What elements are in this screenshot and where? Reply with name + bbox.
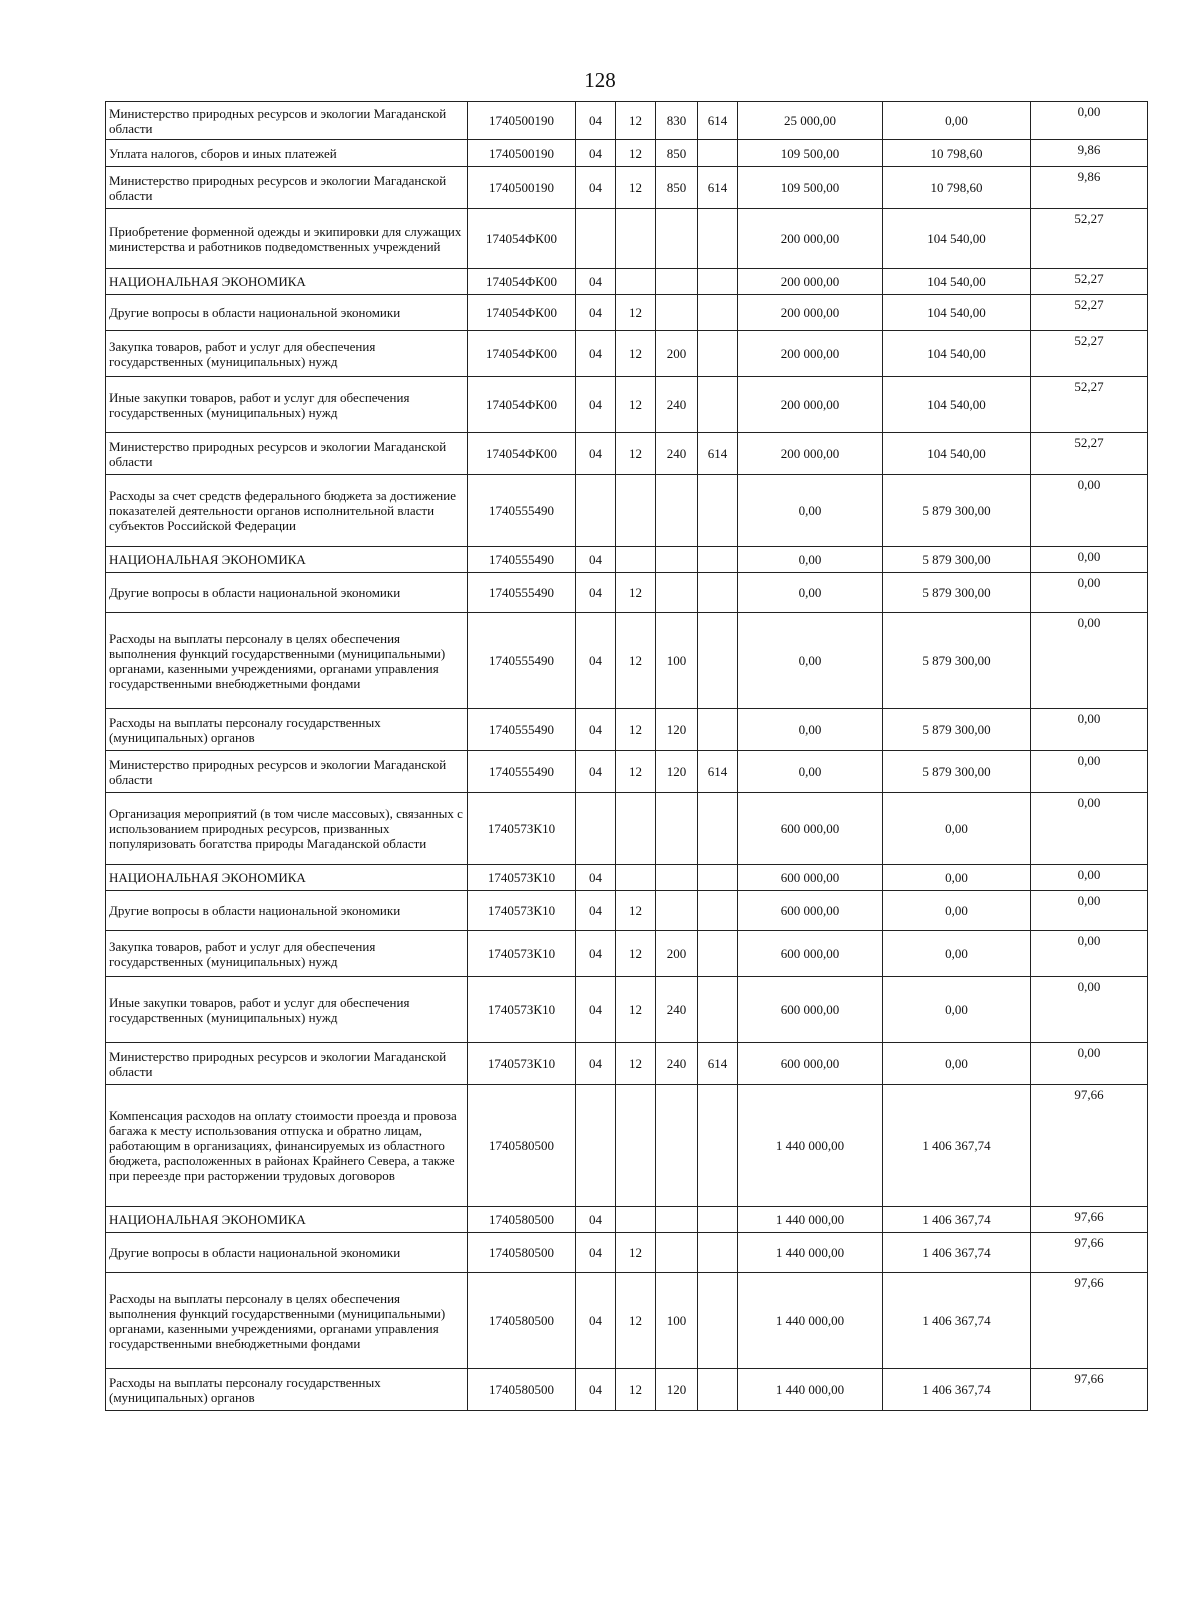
row-section-cell: 04 bbox=[576, 1233, 616, 1273]
row-code-cell: 174057ЗК10 bbox=[468, 931, 576, 977]
row-expense-type-cell bbox=[656, 793, 698, 865]
row-name-cell: НАЦИОНАЛЬНАЯ ЭКОНОМИКА bbox=[106, 269, 468, 295]
row-name-cell: Расходы на выплаты персоналу в целях обеспечения выполнения функций государственными (муниципальными) органами, казенными учреждениями, органами управления государственными внебюджетными фондами bbox=[106, 1273, 468, 1369]
row-section-cell: 04 bbox=[576, 613, 616, 709]
table-row bbox=[106, 891, 1148, 931]
row-executed-amount-cell: 5 879 300,00 bbox=[883, 547, 1031, 573]
row-expense-type-cell: 240 bbox=[656, 433, 698, 475]
row-subsection-cell bbox=[616, 1085, 656, 1207]
row-subsection-cell: 12 bbox=[616, 295, 656, 331]
row-expense-type-cell: 120 bbox=[656, 751, 698, 793]
row-subsection-cell: 12 bbox=[616, 331, 656, 377]
row-planned-amount-cell: 0,00 bbox=[738, 573, 883, 613]
row-code-cell: 174054ФК00 bbox=[468, 377, 576, 433]
row-executed-amount-cell: 0,00 bbox=[883, 977, 1031, 1043]
table-row bbox=[106, 1085, 1148, 1207]
row-planned-amount-cell: 600 000,00 bbox=[738, 865, 883, 891]
row-expense-type-cell bbox=[656, 1207, 698, 1233]
table-body bbox=[106, 102, 1148, 1411]
budget-execution-table bbox=[105, 101, 1148, 1411]
row-name-cell: Министерство природных ресурсов и экологии Магаданской области bbox=[106, 751, 468, 793]
row-section-cell: 04 bbox=[576, 295, 616, 331]
row-expense-type-cell bbox=[656, 891, 698, 931]
row-expense-type-cell: 850 bbox=[656, 140, 698, 167]
row-code-cell: 1740555490 bbox=[468, 573, 576, 613]
table-row bbox=[106, 209, 1148, 269]
row-ministry-code-cell bbox=[698, 377, 738, 433]
row-code-cell: 174057ЗК10 bbox=[468, 793, 576, 865]
row-ministry-code-cell: 614 bbox=[698, 751, 738, 793]
row-code-cell: 1740555490 bbox=[468, 547, 576, 573]
row-planned-amount-cell: 600 000,00 bbox=[738, 891, 883, 931]
row-planned-amount-cell: 109 500,00 bbox=[738, 167, 883, 209]
row-name-cell: Другие вопросы в области национальной экономики bbox=[106, 891, 468, 931]
row-ministry-code-cell bbox=[698, 331, 738, 377]
row-executed-amount-cell: 104 540,00 bbox=[883, 269, 1031, 295]
row-percent-cell: 0,00 bbox=[1031, 1043, 1148, 1085]
row-expense-type-cell: 100 bbox=[656, 1273, 698, 1369]
row-section-cell: 04 bbox=[576, 377, 616, 433]
row-name-cell: Министерство природных ресурсов и экологии Магаданской области bbox=[106, 167, 468, 209]
table-row bbox=[106, 140, 1148, 167]
row-ministry-code-cell bbox=[698, 793, 738, 865]
row-ministry-code-cell bbox=[698, 1369, 738, 1411]
row-executed-amount-cell: 104 540,00 bbox=[883, 331, 1031, 377]
table-row bbox=[106, 1207, 1148, 1233]
row-percent-cell: 0,00 bbox=[1031, 709, 1148, 751]
row-section-cell: 04 bbox=[576, 102, 616, 140]
row-subsection-cell bbox=[616, 865, 656, 891]
row-section-cell: 04 bbox=[576, 140, 616, 167]
row-ministry-code-cell bbox=[698, 1273, 738, 1369]
row-executed-amount-cell: 5 879 300,00 bbox=[883, 475, 1031, 547]
row-percent-cell: 9,86 bbox=[1031, 140, 1148, 167]
row-ministry-code-cell bbox=[698, 977, 738, 1043]
row-subsection-cell: 12 bbox=[616, 891, 656, 931]
row-code-cell: 174057ЗК10 bbox=[468, 865, 576, 891]
row-name-cell: Другие вопросы в области национальной экономики bbox=[106, 1233, 468, 1273]
row-section-cell: 04 bbox=[576, 709, 616, 751]
row-expense-type-cell: 120 bbox=[656, 1369, 698, 1411]
table-row bbox=[106, 331, 1148, 377]
table-row bbox=[106, 167, 1148, 209]
row-executed-amount-cell: 0,00 bbox=[883, 891, 1031, 931]
row-section-cell: 04 bbox=[576, 891, 616, 931]
table-row bbox=[106, 102, 1148, 140]
row-subsection-cell: 12 bbox=[616, 931, 656, 977]
row-section-cell bbox=[576, 793, 616, 865]
row-ministry-code-cell bbox=[698, 931, 738, 977]
row-percent-cell: 52,27 bbox=[1031, 331, 1148, 377]
row-expense-type-cell bbox=[656, 1085, 698, 1207]
row-executed-amount-cell: 0,00 bbox=[883, 102, 1031, 140]
row-name-cell: НАЦИОНАЛЬНАЯ ЭКОНОМИКА bbox=[106, 1207, 468, 1233]
row-name-cell: Расходы на выплаты персоналу государственных (муниципальных) органов bbox=[106, 709, 468, 751]
row-name-cell: Компенсация расходов на оплату стоимости проезда и провоза багажа к месту использования отпуска и обратно лицам, работающим в организациях, финансируемых из областного бюджета, расположенных в районах Крайнего Севера, а также при переезде при расторжении трудовых договоров bbox=[106, 1085, 468, 1207]
row-ministry-code-cell bbox=[698, 209, 738, 269]
row-planned-amount-cell: 25 000,00 bbox=[738, 102, 883, 140]
row-percent-cell: 0,00 bbox=[1031, 475, 1148, 547]
row-expense-type-cell bbox=[656, 1233, 698, 1273]
table-row bbox=[106, 1273, 1148, 1369]
table-row bbox=[106, 547, 1148, 573]
row-executed-amount-cell: 104 540,00 bbox=[883, 295, 1031, 331]
row-ministry-code-cell bbox=[698, 547, 738, 573]
row-planned-amount-cell: 1 440 000,00 bbox=[738, 1273, 883, 1369]
row-subsection-cell bbox=[616, 209, 656, 269]
row-planned-amount-cell: 600 000,00 bbox=[738, 931, 883, 977]
row-planned-amount-cell: 109 500,00 bbox=[738, 140, 883, 167]
row-planned-amount-cell: 0,00 bbox=[738, 613, 883, 709]
table-row bbox=[106, 613, 1148, 709]
row-subsection-cell: 12 bbox=[616, 751, 656, 793]
row-code-cell: 174057ЗК10 bbox=[468, 1043, 576, 1085]
row-planned-amount-cell: 200 000,00 bbox=[738, 295, 883, 331]
row-section-cell: 04 bbox=[576, 1369, 616, 1411]
row-planned-amount-cell: 200 000,00 bbox=[738, 377, 883, 433]
row-expense-type-cell bbox=[656, 547, 698, 573]
row-expense-type-cell bbox=[656, 865, 698, 891]
row-section-cell: 04 bbox=[576, 1043, 616, 1085]
row-planned-amount-cell: 200 000,00 bbox=[738, 269, 883, 295]
row-name-cell: Иные закупки товаров, работ и услуг для обеспечения государственных (муниципальных) нужд bbox=[106, 977, 468, 1043]
row-expense-type-cell bbox=[656, 295, 698, 331]
row-executed-amount-cell: 1 406 367,74 bbox=[883, 1233, 1031, 1273]
row-subsection-cell: 12 bbox=[616, 433, 656, 475]
page-number: 128 bbox=[584, 68, 616, 92]
row-percent-cell: 52,27 bbox=[1031, 269, 1148, 295]
row-code-cell: 174054ФК00 bbox=[468, 331, 576, 377]
row-executed-amount-cell: 1 406 367,74 bbox=[883, 1207, 1031, 1233]
row-percent-cell: 52,27 bbox=[1031, 209, 1148, 269]
row-executed-amount-cell: 104 540,00 bbox=[883, 209, 1031, 269]
row-code-cell: 1740555490 bbox=[468, 475, 576, 547]
row-ministry-code-cell bbox=[698, 295, 738, 331]
row-ministry-code-cell bbox=[698, 1085, 738, 1207]
row-planned-amount-cell: 1 440 000,00 bbox=[738, 1085, 883, 1207]
row-subsection-cell bbox=[616, 269, 656, 295]
row-planned-amount-cell: 1 440 000,00 bbox=[738, 1233, 883, 1273]
row-code-cell: 174057ЗК10 bbox=[468, 891, 576, 931]
row-executed-amount-cell: 1 406 367,74 bbox=[883, 1369, 1031, 1411]
row-name-cell: НАЦИОНАЛЬНАЯ ЭКОНОМИКА bbox=[106, 865, 468, 891]
row-executed-amount-cell: 10 798,60 bbox=[883, 140, 1031, 167]
row-percent-cell: 0,00 bbox=[1031, 931, 1148, 977]
table-row bbox=[106, 931, 1148, 977]
row-code-cell: 1740555490 bbox=[468, 709, 576, 751]
row-section-cell: 04 bbox=[576, 547, 616, 573]
row-name-cell: Расходы на выплаты персоналу в целях обеспечения выполнения функций государственными (муниципальными) органами, казенными учреждениями, органами управления государственными внебюджетными фондами bbox=[106, 613, 468, 709]
table-row bbox=[106, 475, 1148, 547]
row-expense-type-cell: 100 bbox=[656, 613, 698, 709]
row-ministry-code-cell bbox=[698, 709, 738, 751]
row-ministry-code-cell: 614 bbox=[698, 102, 738, 140]
row-ministry-code-cell bbox=[698, 1233, 738, 1273]
table-row bbox=[106, 865, 1148, 891]
row-percent-cell: 97,66 bbox=[1031, 1273, 1148, 1369]
row-expense-type-cell: 200 bbox=[656, 331, 698, 377]
table-row bbox=[106, 977, 1148, 1043]
row-subsection-cell: 12 bbox=[616, 167, 656, 209]
row-subsection-cell: 12 bbox=[616, 102, 656, 140]
row-ministry-code-cell: 614 bbox=[698, 433, 738, 475]
row-name-cell: Министерство природных ресурсов и экологии Магаданской области bbox=[106, 433, 468, 475]
row-subsection-cell: 12 bbox=[616, 140, 656, 167]
row-subsection-cell: 12 bbox=[616, 1369, 656, 1411]
row-ministry-code-cell bbox=[698, 475, 738, 547]
row-name-cell: НАЦИОНАЛЬНАЯ ЭКОНОМИКА bbox=[106, 547, 468, 573]
row-section-cell bbox=[576, 209, 616, 269]
row-section-cell: 04 bbox=[576, 331, 616, 377]
row-subsection-cell: 12 bbox=[616, 709, 656, 751]
row-subsection-cell bbox=[616, 547, 656, 573]
row-planned-amount-cell: 600 000,00 bbox=[738, 793, 883, 865]
row-subsection-cell: 12 bbox=[616, 977, 656, 1043]
row-ministry-code-cell bbox=[698, 865, 738, 891]
row-code-cell: 174054ФК00 bbox=[468, 209, 576, 269]
row-code-cell: 174054ФК00 bbox=[468, 295, 576, 331]
row-code-cell: 1740500190 bbox=[468, 102, 576, 140]
row-name-cell: Расходы на выплаты персоналу государственных (муниципальных) органов bbox=[106, 1369, 468, 1411]
table-row bbox=[106, 1233, 1148, 1273]
row-planned-amount-cell: 200 000,00 bbox=[738, 433, 883, 475]
row-subsection-cell: 12 bbox=[616, 1233, 656, 1273]
row-code-cell: 1740500190 bbox=[468, 140, 576, 167]
row-subsection-cell: 12 bbox=[616, 1273, 656, 1369]
row-executed-amount-cell: 0,00 bbox=[883, 793, 1031, 865]
row-ministry-code-cell bbox=[698, 140, 738, 167]
row-name-cell: Расходы за счет средств федерального бюджета за достижение показателей деятельности органов исполнительной власти субъектов Российской Федерации bbox=[106, 475, 468, 547]
row-planned-amount-cell: 600 000,00 bbox=[738, 1043, 883, 1085]
row-executed-amount-cell: 5 879 300,00 bbox=[883, 613, 1031, 709]
row-expense-type-cell: 240 bbox=[656, 977, 698, 1043]
row-percent-cell: 97,66 bbox=[1031, 1207, 1148, 1233]
row-planned-amount-cell: 1 440 000,00 bbox=[738, 1369, 883, 1411]
row-name-cell: Организация мероприятий (в том числе массовых), связанных с использованием природных ресурсов, призванных популяризовать богатства природы Магаданской области bbox=[106, 793, 468, 865]
row-subsection-cell: 12 bbox=[616, 377, 656, 433]
row-name-cell: Приобретение форменной одежды и экипировки для служащих министерства и работников подведомственных учреждений bbox=[106, 209, 468, 269]
table-row bbox=[106, 793, 1148, 865]
table-row bbox=[106, 433, 1148, 475]
row-section-cell: 04 bbox=[576, 1207, 616, 1233]
row-name-cell: Министерство природных ресурсов и экологии Магаданской области bbox=[106, 1043, 468, 1085]
row-percent-cell: 0,00 bbox=[1031, 751, 1148, 793]
row-executed-amount-cell: 5 879 300,00 bbox=[883, 709, 1031, 751]
row-code-cell: 1740580500 bbox=[468, 1273, 576, 1369]
row-executed-amount-cell: 104 540,00 bbox=[883, 377, 1031, 433]
row-subsection-cell: 12 bbox=[616, 573, 656, 613]
row-planned-amount-cell: 0,00 bbox=[738, 751, 883, 793]
row-percent-cell: 97,66 bbox=[1031, 1369, 1148, 1411]
row-ministry-code-cell bbox=[698, 573, 738, 613]
row-name-cell: Иные закупки товаров, работ и услуг для обеспечения государственных (муниципальных) нужд bbox=[106, 377, 468, 433]
row-executed-amount-cell: 0,00 bbox=[883, 865, 1031, 891]
table-row bbox=[106, 573, 1148, 613]
row-percent-cell: 97,66 bbox=[1031, 1233, 1148, 1273]
row-planned-amount-cell: 600 000,00 bbox=[738, 977, 883, 1043]
row-code-cell: 1740555490 bbox=[468, 751, 576, 793]
row-percent-cell: 52,27 bbox=[1031, 295, 1148, 331]
table-row bbox=[106, 1369, 1148, 1411]
row-subsection-cell bbox=[616, 793, 656, 865]
row-subsection-cell: 12 bbox=[616, 613, 656, 709]
row-code-cell: 1740580500 bbox=[468, 1233, 576, 1273]
row-planned-amount-cell: 1 440 000,00 bbox=[738, 1207, 883, 1233]
row-percent-cell: 0,00 bbox=[1031, 793, 1148, 865]
row-section-cell bbox=[576, 1085, 616, 1207]
row-executed-amount-cell: 104 540,00 bbox=[883, 433, 1031, 475]
row-executed-amount-cell: 0,00 bbox=[883, 1043, 1031, 1085]
row-section-cell: 04 bbox=[576, 573, 616, 613]
row-expense-type-cell bbox=[656, 573, 698, 613]
row-name-cell: Другие вопросы в области национальной экономики bbox=[106, 295, 468, 331]
row-executed-amount-cell: 1 406 367,74 bbox=[883, 1273, 1031, 1369]
row-subsection-cell: 12 bbox=[616, 1043, 656, 1085]
row-code-cell: 174054ФК00 bbox=[468, 433, 576, 475]
row-percent-cell: 0,00 bbox=[1031, 102, 1148, 140]
row-expense-type-cell bbox=[656, 475, 698, 547]
table-row bbox=[106, 751, 1148, 793]
row-code-cell: 1740580500 bbox=[468, 1085, 576, 1207]
row-subsection-cell bbox=[616, 475, 656, 547]
row-code-cell: 1740555490 bbox=[468, 613, 576, 709]
row-expense-type-cell: 240 bbox=[656, 377, 698, 433]
table-row bbox=[106, 295, 1148, 331]
row-percent-cell: 0,00 bbox=[1031, 891, 1148, 931]
row-section-cell: 04 bbox=[576, 751, 616, 793]
row-executed-amount-cell: 5 879 300,00 bbox=[883, 751, 1031, 793]
row-ministry-code-cell bbox=[698, 613, 738, 709]
row-code-cell: 174054ФК00 bbox=[468, 269, 576, 295]
row-planned-amount-cell: 200 000,00 bbox=[738, 331, 883, 377]
row-section-cell: 04 bbox=[576, 977, 616, 1043]
row-expense-type-cell: 200 bbox=[656, 931, 698, 977]
row-section-cell: 04 bbox=[576, 1273, 616, 1369]
row-percent-cell: 0,00 bbox=[1031, 573, 1148, 613]
row-executed-amount-cell: 5 879 300,00 bbox=[883, 573, 1031, 613]
row-name-cell: Другие вопросы в области национальной экономики bbox=[106, 573, 468, 613]
row-percent-cell: 0,00 bbox=[1031, 547, 1148, 573]
row-subsection-cell bbox=[616, 1207, 656, 1233]
row-percent-cell: 9,86 bbox=[1031, 167, 1148, 209]
row-section-cell: 04 bbox=[576, 433, 616, 475]
row-code-cell: 1740580500 bbox=[468, 1369, 576, 1411]
row-ministry-code-cell bbox=[698, 891, 738, 931]
row-section-cell: 04 bbox=[576, 931, 616, 977]
row-ministry-code-cell bbox=[698, 269, 738, 295]
row-expense-type-cell: 240 bbox=[656, 1043, 698, 1085]
row-planned-amount-cell: 0,00 bbox=[738, 475, 883, 547]
row-planned-amount-cell: 0,00 bbox=[738, 547, 883, 573]
row-code-cell: 174057ЗК10 bbox=[468, 977, 576, 1043]
row-percent-cell: 52,27 bbox=[1031, 377, 1148, 433]
row-percent-cell: 0,00 bbox=[1031, 865, 1148, 891]
row-expense-type-cell bbox=[656, 269, 698, 295]
row-name-cell: Министерство природных ресурсов и экологии Магаданской области bbox=[106, 102, 468, 140]
table-row bbox=[106, 377, 1148, 433]
table-row bbox=[106, 269, 1148, 295]
row-section-cell: 04 bbox=[576, 865, 616, 891]
row-section-cell: 04 bbox=[576, 269, 616, 295]
row-expense-type-cell: 120 bbox=[656, 709, 698, 751]
row-expense-type-cell bbox=[656, 209, 698, 269]
row-section-cell bbox=[576, 475, 616, 547]
row-planned-amount-cell: 200 000,00 bbox=[738, 209, 883, 269]
row-name-cell: Закупка товаров, работ и услуг для обеспечения государственных (муниципальных) нужд bbox=[106, 331, 468, 377]
row-expense-type-cell: 850 bbox=[656, 167, 698, 209]
row-percent-cell: 97,66 bbox=[1031, 1085, 1148, 1207]
row-code-cell: 1740500190 bbox=[468, 167, 576, 209]
table-row bbox=[106, 709, 1148, 751]
row-executed-amount-cell: 0,00 bbox=[883, 931, 1031, 977]
row-executed-amount-cell: 1 406 367,74 bbox=[883, 1085, 1031, 1207]
row-planned-amount-cell: 0,00 bbox=[738, 709, 883, 751]
row-percent-cell: 0,00 bbox=[1031, 613, 1148, 709]
row-ministry-code-cell: 614 bbox=[698, 167, 738, 209]
row-ministry-code-cell: 614 bbox=[698, 1043, 738, 1085]
table-row bbox=[106, 1043, 1148, 1085]
row-expense-type-cell: 830 bbox=[656, 102, 698, 140]
row-ministry-code-cell bbox=[698, 1207, 738, 1233]
row-code-cell: 1740580500 bbox=[468, 1207, 576, 1233]
row-executed-amount-cell: 10 798,60 bbox=[883, 167, 1031, 209]
row-name-cell: Закупка товаров, работ и услуг для обеспечения государственных (муниципальных) нужд bbox=[106, 931, 468, 977]
row-section-cell: 04 bbox=[576, 167, 616, 209]
row-percent-cell: 52,27 bbox=[1031, 433, 1148, 475]
row-percent-cell: 0,00 bbox=[1031, 977, 1148, 1043]
row-name-cell: Уплата налогов, сборов и иных платежей bbox=[106, 140, 468, 167]
